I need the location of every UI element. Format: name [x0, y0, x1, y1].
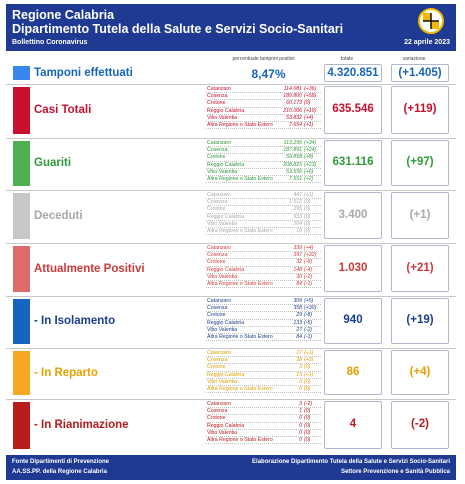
province-row: [206, 350, 321, 357]
province-delta: (-2): [304, 401, 313, 407]
province-value: 60.173: [286, 100, 302, 107]
province-name: Vibo Valentia: [207, 273, 238, 280]
province-value: 15: [296, 371, 302, 378]
province-delta: (+2): [304, 175, 314, 182]
province-delta: (+36): [304, 86, 317, 92]
section-divider: [6, 296, 456, 297]
province-delta: (+19): [304, 107, 317, 114]
province-name: Crotone: [207, 100, 226, 107]
in-reparto-row: [6, 350, 456, 397]
province-value: 0: [299, 429, 302, 436]
footer-credit-line2: Settore Prevenzione e Sanità Pubblica: [340, 469, 450, 475]
province-delta: (0): [304, 213, 311, 220]
province-delta: (+4): [304, 245, 314, 251]
in-rianimazione-variation: (-2): [411, 418, 429, 430]
in-isolamento-province-table: [206, 298, 321, 341]
tamponi-total: 4.320.851: [327, 67, 379, 79]
deceduti-total: 3.400: [338, 208, 368, 221]
province-value: 397: [293, 252, 302, 259]
guariti-row: [6, 140, 456, 188]
casi-totali-province-table: [206, 86, 321, 129]
province-name: Altra Regione o Stato Estero: [207, 280, 273, 287]
province-row: [206, 259, 321, 266]
province-value: 189.800: [283, 93, 302, 100]
province-delta: (0): [304, 422, 311, 429]
province-row: [206, 312, 321, 319]
province-name: Catanzaro: [207, 350, 231, 356]
province-delta: (0): [304, 364, 311, 371]
province-row: [206, 162, 321, 169]
province-row: [206, 423, 321, 430]
province-row: [206, 274, 321, 281]
province-delta: (0): [304, 227, 311, 234]
province-delta: (-2): [304, 273, 313, 280]
in-reparto-province-table: [206, 350, 321, 393]
column-header-pct: percentuale tamponi positivi: [232, 56, 295, 62]
casi-totali-variation: (+119): [403, 103, 437, 115]
province-row: [206, 199, 321, 206]
province-delta: (+30): [304, 305, 317, 312]
province-delta: (+5): [304, 298, 314, 304]
province-name: Crotone: [207, 364, 226, 371]
province-name: Reggio Calabria: [207, 213, 245, 220]
in-isolamento-variation: (+19): [406, 314, 434, 326]
province-name: Catanzaro: [207, 86, 231, 92]
province-value: 3: [299, 364, 302, 371]
province-delta: (-4): [304, 266, 313, 273]
province-row: [206, 147, 321, 154]
in-reparto-total: 86: [346, 365, 360, 378]
attualmente-positivi-total: 1.030: [338, 261, 368, 274]
province-delta: (-8): [304, 312, 313, 319]
province-delta: (0): [304, 220, 311, 227]
province-row: [206, 379, 321, 386]
footer-source-line2: AA.SS.PP. della Regione Calabria: [12, 469, 107, 475]
casi-totali-row: [6, 86, 456, 136]
province-delta: (+8): [304, 154, 314, 161]
in-rianimazione-color-bar: [13, 402, 30, 449]
province-name: Altra Regione o Stato Estero: [207, 333, 273, 340]
in-reparto-color-bar: [13, 351, 30, 395]
province-name: Cosenza: [207, 408, 228, 415]
province-row: [206, 108, 321, 115]
tamponi-positive-pct: 8,47%: [251, 67, 286, 81]
section-divider: [6, 348, 456, 349]
province-value: 358: [293, 305, 302, 312]
province-row: [206, 206, 321, 213]
province-value: 30: [296, 273, 302, 280]
province-delta: (+3): [304, 357, 314, 364]
province-name: Cosenza: [207, 252, 228, 259]
section-divider: [6, 243, 456, 244]
province-delta: (+1): [304, 121, 314, 128]
province-value: 84: [296, 280, 302, 287]
province-value: 208.825: [283, 161, 302, 168]
province-row: [206, 267, 321, 274]
footer-banner: [6, 455, 456, 480]
province-row: [206, 298, 321, 305]
guariti-label: Guariti: [34, 157, 72, 169]
tamponi-variation: (+1.405): [398, 67, 442, 79]
guariti-province-table: [206, 140, 321, 183]
province-delta: (0): [304, 429, 311, 436]
province-delta: (+34): [304, 140, 317, 146]
province-name: Catanzaro: [207, 298, 231, 304]
casi-totali-color-bar: [13, 87, 30, 134]
department-title: Dipartimento Tutela della Salute e Servizi Socio-Sanitari: [12, 22, 344, 36]
in-rianimazione-province-table: [206, 401, 321, 444]
province-row: [206, 386, 321, 393]
province-row: [206, 214, 321, 221]
section-divider: [6, 138, 456, 139]
province-name: Catanzaro: [207, 140, 231, 146]
province-value: 339: [293, 245, 302, 251]
province-value: 0: [299, 436, 302, 443]
province-delta: (-1): [304, 280, 313, 287]
section-divider: [6, 399, 456, 400]
casi-totali-label: Casi Totali: [34, 104, 92, 116]
province-name: Crotone: [207, 259, 226, 266]
footer-source-line1: Fonte Dipartimenti di Prevenzione: [12, 459, 110, 465]
guariti-variation: (+97): [406, 156, 434, 168]
deceduti-row: [6, 192, 456, 241]
province-delta: (+4): [304, 114, 314, 121]
province-value: 38: [296, 357, 302, 364]
province-delta: (0): [304, 415, 311, 422]
attualmente-positivi-label: Attualmente Positivi: [34, 262, 145, 275]
province-delta: (+1): [304, 192, 314, 198]
province-row: [206, 93, 321, 100]
province-name: Catanzaro: [207, 401, 231, 407]
province-value: 133: [293, 319, 302, 326]
province-row: [206, 100, 321, 107]
province-value: 59.858: [286, 154, 302, 161]
province-name: Vibo Valentia: [207, 220, 238, 227]
column-header-total: totale: [340, 56, 354, 62]
province-row: [206, 364, 321, 371]
province-value: 447: [293, 192, 302, 198]
province-row: [206, 320, 321, 327]
province-value: 3: [299, 401, 302, 407]
province-row: [206, 140, 321, 147]
province-row: [206, 437, 321, 444]
province-row: [206, 415, 321, 422]
province-row: [206, 252, 321, 259]
province-name: Cosenza: [207, 93, 228, 100]
province-value: 204: [293, 220, 302, 227]
province-row: [206, 408, 321, 415]
deceduti-label: Deceduti: [34, 209, 83, 222]
province-row: [206, 327, 321, 334]
province-delta: (-2): [304, 326, 313, 333]
attualmente-positivi-province-table: [206, 245, 321, 288]
province-delta: (+58): [304, 93, 317, 100]
province-delta: (0): [304, 408, 311, 415]
guariti-total: 631.116: [332, 156, 374, 168]
province-row: [206, 334, 321, 341]
tamponi-color-bar: [13, 66, 30, 80]
province-name: Altra Regione o Stato Estero: [207, 121, 273, 128]
province-value: 29: [296, 312, 302, 319]
province-row: [206, 228, 321, 235]
province-name: Reggio Calabria: [207, 422, 245, 429]
province-name: Cosenza: [207, 147, 228, 154]
province-name: Catanzaro: [207, 192, 231, 198]
province-value: 27: [296, 350, 302, 356]
province-value: 7.654: [289, 121, 302, 128]
province-name: Reggio Calabria: [207, 371, 245, 378]
in-isolamento-row: [6, 298, 456, 346]
bulletin-date: 22 aprile 2023: [404, 39, 450, 46]
province-delta: (+6): [304, 168, 314, 175]
in-isolamento-total: 940: [343, 314, 363, 326]
province-delta: (+23): [304, 161, 317, 168]
province-delta: (0): [304, 199, 311, 206]
province-delta: (-5): [304, 319, 313, 326]
guariti-color-bar: [13, 141, 30, 186]
province-row: [206, 221, 321, 228]
province-row: [206, 192, 321, 199]
province-delta: (+1): [304, 350, 314, 356]
header-banner: [6, 4, 456, 51]
province-delta: (0): [304, 436, 311, 443]
bulletin-subtitle: Bollettino Coronavirus: [12, 39, 88, 46]
province-delta: (-8): [304, 259, 313, 266]
province-delta: (+24): [304, 147, 317, 154]
province-delta: (+1): [304, 371, 314, 378]
in-rianimazione-row: [6, 401, 456, 451]
casi-totali-total: 635.546: [332, 103, 374, 115]
province-name: Crotone: [207, 312, 226, 319]
province-delta: (0): [304, 206, 311, 213]
province-row: [206, 430, 321, 437]
province-name: Reggio Calabria: [207, 266, 245, 273]
province-value: 113.295: [283, 140, 302, 146]
province-value: 53.556: [286, 168, 302, 175]
attualmente-positivi-row: [6, 245, 456, 294]
province-name: Altra Regione o Stato Estero: [207, 227, 273, 234]
province-name: Vibo Valentia: [207, 378, 238, 385]
province-name: Altra Regione o Stato Estero: [207, 436, 273, 443]
province-value: 933: [293, 213, 302, 220]
province-delta: (+32): [304, 252, 317, 259]
footer-credit-line1: Elaborazione Dipartimento Tutela della Salute e Servizi Socio-Sanitari: [252, 459, 450, 465]
province-name: Vibo Valentia: [207, 114, 238, 121]
province-row: [206, 372, 321, 379]
province-row: [206, 169, 321, 176]
tamponi-label: Tamponi effettuati: [34, 67, 133, 79]
in-rianimazione-label: - In Rianimazione: [34, 419, 129, 431]
province-row: [206, 357, 321, 364]
province-row: [206, 122, 321, 129]
province-value: 3: [299, 378, 302, 385]
region-title: Regione Calabria: [12, 8, 115, 22]
province-value: 0: [299, 385, 302, 392]
in-isolamento-label: - In Isolamento: [34, 315, 116, 327]
tamponi-row: [6, 64, 456, 82]
province-name: Cosenza: [207, 305, 228, 312]
province-value: 148: [293, 266, 302, 273]
attualmente-positivi-color-bar: [13, 246, 30, 292]
in-rianimazione-total: 4: [349, 418, 357, 430]
province-row: [206, 154, 321, 161]
province-value: 84: [296, 333, 302, 340]
province-delta: (-1): [304, 333, 313, 340]
region-coat-of-arms-icon: [418, 8, 444, 34]
province-delta: (0): [304, 385, 311, 392]
province-value: 0: [299, 422, 302, 429]
province-name: Crotone: [207, 206, 226, 213]
province-name: Reggio Calabria: [207, 319, 245, 326]
deceduti-color-bar: [13, 193, 30, 239]
province-delta: (0): [304, 100, 311, 107]
province-value: 7.551: [289, 175, 302, 182]
deceduti-variation: (+1): [409, 208, 431, 221]
province-value: 32: [296, 259, 302, 266]
province-row: [206, 245, 321, 252]
province-name: Crotone: [207, 415, 226, 422]
province-value: 19: [296, 227, 302, 234]
province-name: Reggio Calabria: [207, 107, 245, 114]
province-row: [206, 401, 321, 408]
province-name: Crotone: [207, 154, 226, 161]
province-name: Vibo Valentia: [207, 429, 238, 436]
province-name: Reggio Calabria: [207, 161, 245, 168]
province-value: 53.832: [286, 114, 302, 121]
in-reparto-variation: (+4): [409, 365, 431, 378]
section-divider: [6, 84, 456, 85]
deceduti-province-table: [206, 192, 321, 235]
province-value: 309: [293, 298, 302, 304]
province-value: 27: [296, 326, 302, 333]
column-header-variation: variazione: [402, 56, 426, 62]
province-name: Vibo Valentia: [207, 168, 238, 175]
province-row: [206, 281, 321, 288]
attualmente-positivi-variation: (+21): [406, 261, 434, 274]
province-name: Catanzaro: [207, 245, 231, 251]
province-value: 1.512: [289, 199, 302, 206]
in-isolamento-color-bar: [13, 299, 30, 344]
province-value: 295: [293, 206, 302, 213]
province-row: [206, 176, 321, 183]
province-name: Vibo Valentia: [207, 326, 238, 333]
province-value: 114.081: [283, 86, 302, 92]
province-name: Cosenza: [207, 199, 228, 206]
province-delta: (0): [304, 378, 311, 385]
province-name: Altra Regione o Stato Estero: [207, 385, 273, 392]
province-name: Altra Regione o Stato Estero: [207, 175, 273, 182]
in-reparto-label: - In Reparto: [34, 366, 98, 379]
province-value: 187.891: [283, 147, 302, 154]
section-divider: [6, 190, 456, 191]
province-value: 0: [299, 415, 302, 422]
province-value: 1: [299, 408, 302, 415]
province-name: Cosenza: [207, 357, 228, 364]
province-value: 210.006: [283, 107, 302, 114]
province-row: [206, 115, 321, 122]
province-row: [206, 86, 321, 93]
province-row: [206, 305, 321, 312]
